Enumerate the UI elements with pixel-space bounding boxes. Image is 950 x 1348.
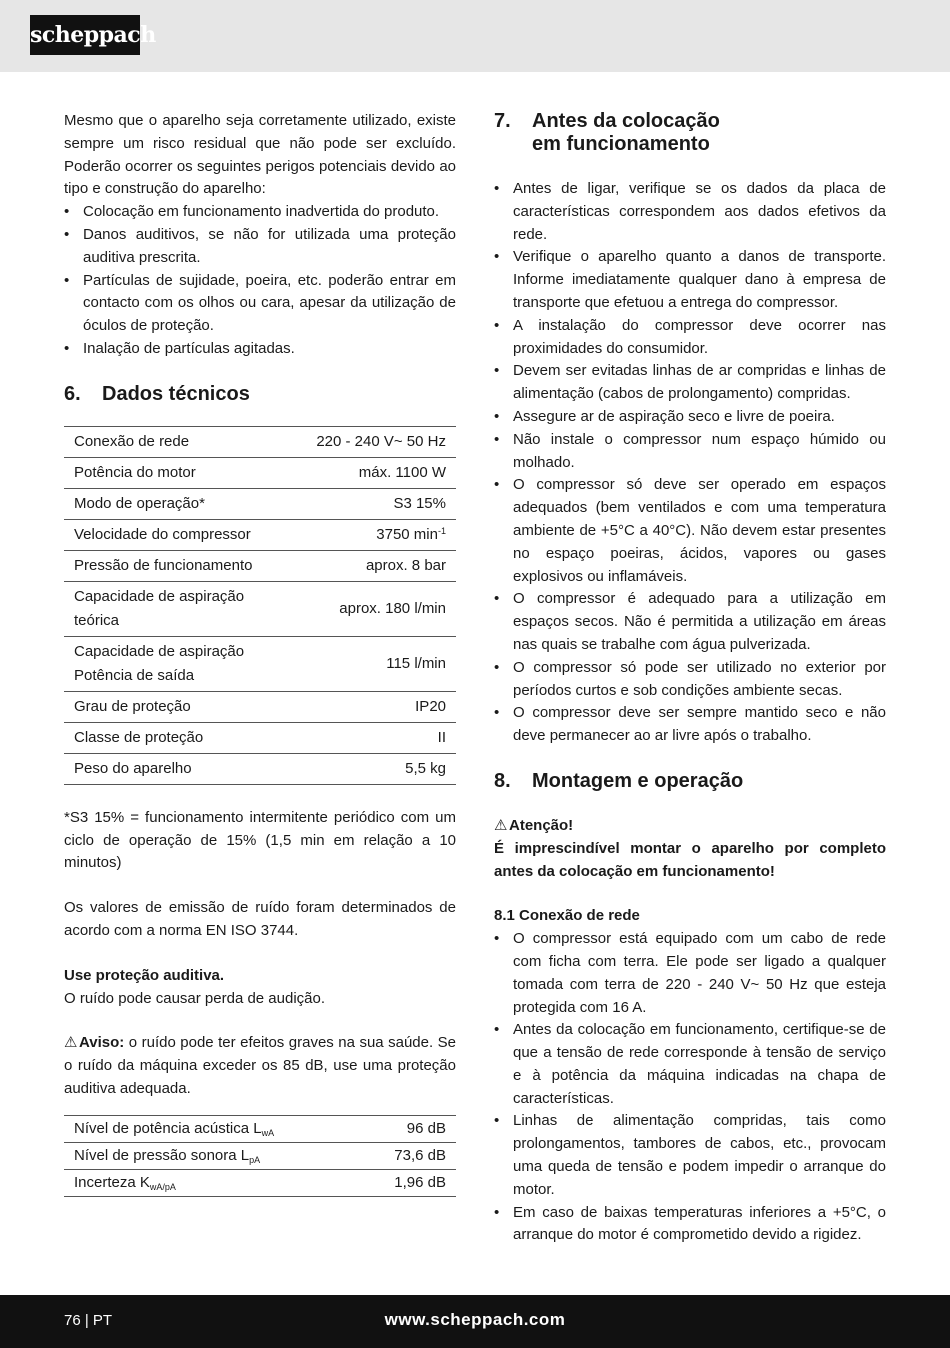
noise-label-subscript: pA [249,1154,261,1165]
spec-value [289,519,456,550]
spec-label: Velocidade do compressor [64,519,289,550]
spec-label-line: Capacidade de aspiração [74,587,245,605]
noise-label-subscript: wA [261,1127,275,1138]
list-item: • Assegure ar de aspiração seco e livre de poeira. [494,406,886,429]
list-item: • Colocação em funcionamento inadvertida do produto. [64,201,456,224]
spec-value: S3 15% [289,488,456,519]
spec-value: 115 l/min [289,636,456,691]
scheppach-logo: scheppach [30,15,140,55]
list-item: • Linhas de alimentação compridas, tais como prolongamentos, tambores de cabos, etc., provocam uma queda de tensão e podem impedir o arranque do motor. [494,1110,886,1201]
section-heading-technical-data [64,383,456,406]
noise-warning [64,1032,456,1100]
list-item: • O compressor só pode ser utilizado no exterior por períodos curtos e sob condições ambiente secas. [494,657,886,703]
spec-label: Grau de proteção [64,691,289,722]
noise-label-text: Incerteza K [74,1173,150,1191]
hearing-protection-text: O ruído pode causar perda de audição. [64,989,326,1007]
list-item: • O compressor deve ser sempre mantido seco e não deve permanecer ao ar livre após o trabalho. [494,702,886,748]
warning-triangle-icon: ⚠ [64,1034,78,1052]
section-title-line: em funcionamento [532,133,710,155]
mains-connection-list [494,928,886,1247]
list-item: • Antes de ligar, verifique se os dados da placa de características correspondem aos dados efetivos da rede. [494,178,886,246]
attention-text: É imprescindível montar o aparelho por completo antes da colocação em funcionamento! [494,839,886,880]
spec-value: IP20 [289,691,456,722]
page-number: 76 | PT [64,1312,113,1329]
spec-value: II [289,722,456,753]
spec-value-exponent: -1 [437,525,446,536]
list-item: • Devem ser evitadas linhas de ar compridas e linhas de alimentação (cabos de prolongamento) compridas. [494,360,886,406]
list-item: • O compressor é adequado para a utilização em espaços secos. Não é permitida a utilização em áreas nas quais se trabalhe com água pulverizada. [494,588,886,656]
noise-intro: Os valores de emissão de ruído foram determinados de acordo com a norma EN ISO 3744. [64,899,456,939]
list-item: • Antes da colocação em funcionamento, certifique-se de que a tensão de rede corresponde à tensão de serviço e à potência da máquina indicadas na chapa de características. [494,1019,886,1110]
table-row [64,426,456,457]
section-number: 6. [64,382,81,405]
list-item: • Não instale o compressor num espaço húmido ou molhado. [494,429,886,475]
noise-value: 1,96 dB [367,1169,456,1196]
spec-label-line: Capacidade de aspiração [74,642,245,660]
risk-list [64,201,456,361]
spec-value-text: 3750 min [376,525,438,543]
table-row [64,457,456,488]
warning-text: o ruído pode ter efeitos graves na sua saúde. Se o ruído da máquina exceder os 85 dB, use uma proteção auditiva adequada. [64,1034,456,1097]
spec-label: Modo de operação* [64,488,289,519]
spec-value: aprox. 180 l/min [289,581,456,636]
list-item: • O compressor está equipado com um cabo de rede com ficha com terra. Ele pode ser ligado a qualquer tomada com terra de 220 - 240 V~ 50 Hz que esteja protegida com 16 A. [494,928,886,1019]
table-row [64,519,456,550]
spec-value: máx. 1100 W [289,457,456,488]
warning-triangle-icon: ⚠ [494,816,508,834]
table-row [64,1169,456,1196]
attention-label: Atenção! [509,816,574,834]
noise-value: 73,6 dB [367,1142,456,1169]
spec-label: Classe de proteção [64,722,289,753]
noise-values-table [64,1115,456,1197]
spec-label [64,636,289,691]
section-heading-before-operation [494,110,886,156]
table-row [64,1115,456,1142]
list-item: • A instalação do compressor deve ocorrer nas proximidades do consumidor. [494,315,886,361]
before-operation-list [494,178,886,748]
noise-label-text: Nível de pressão sonora L [74,1146,250,1164]
list-item: • O compressor só deve ser operado em espaços adequados (bem ventilados e com uma temperatura ambiente de +5°C a 40°C). Não devem estar presentes no espaço poeiras, ácidos, vapores ou gases explosivos ou inflamáveis. [494,474,886,588]
section-title-line: Antes da colocação [532,110,720,132]
list-item: • Verifique o aparelho quanto a danos de transporte. Informe imediatamente qualquer dano à empresa de transporte que efetuou a entrega do compressor. [494,246,886,314]
noise-label [64,1169,367,1196]
section-number: 7. [494,110,511,132]
table-row [64,550,456,581]
spec-label: Pressão de funcionamento [64,550,289,581]
table-row [64,488,456,519]
table-row [64,581,456,636]
page-footer [0,1295,950,1348]
spec-label: Potência do motor [64,457,289,488]
list-item: • Inalação de partículas agitadas. [64,338,456,361]
section-heading-assembly [494,770,886,793]
table-row [64,636,456,691]
subsection-title: 8.1 Conexão de rede [494,907,640,925]
table-row [64,722,456,753]
noise-label [64,1142,367,1169]
noise-label-text: Nível de potência acústica L [74,1119,262,1137]
hearing-protection-title: Use proteção auditiva. [64,966,225,984]
spec-label-line: teórica [74,611,120,629]
table-row [64,1142,456,1169]
right-column [494,110,886,1247]
page-header [0,0,950,72]
spec-label: Conexão de rede [64,426,289,457]
attention-heading [494,815,886,838]
noise-value: 96 dB [367,1115,456,1142]
left-column [64,110,456,1197]
noise-label [64,1115,367,1142]
noise-label-subscript: wA/pA [149,1181,176,1192]
section-title [532,110,720,156]
spec-label: Peso do aparelho [64,753,289,784]
spec-label-line: Potência de saída [74,666,195,684]
warning-label: Aviso: [79,1034,125,1052]
table-row [64,691,456,722]
section-title: Dados técnicos [102,382,250,405]
section-title: Montagem e operação [532,769,744,792]
residual-risk-intro: Mesmo que o aparelho seja corretamente utilizado, existe sempre um risco residual que não pode ser excluído. Poderão ocorrer os seguintes perigos potenciais devido ao tipo e construção do aparelho: [64,112,456,198]
list-item: • Partículas de sujidade, poeira, etc. poderão entrar em contacto com os olhos ou cara, apesar da utilização de óculos de proteção. [64,270,456,338]
list-item: • Em caso de baixas temperaturas inferiores a +5°C, o arranque do motor é comprometido devido a rigidez. [494,1202,886,1248]
spec-value: 5,5 kg [289,753,456,784]
technical-data-table [64,426,456,785]
list-item: • Danos auditivos, se não for utilizada uma proteção auditiva prescrita. [64,224,456,270]
spec-value: aprox. 8 bar [289,550,456,581]
table-row [64,753,456,784]
spec-label [64,581,289,636]
spec-value: 220 - 240 V~ 50 Hz [289,426,456,457]
duty-cycle-footnote: *S3 15% = funcionamento intermitente periódico com um ciclo de operação de 15% (1,5 min em relação a 10 minutos) [64,808,456,872]
website-link[interactable]: www.scheppach.com [384,1310,566,1329]
section-number: 8. [494,769,511,792]
